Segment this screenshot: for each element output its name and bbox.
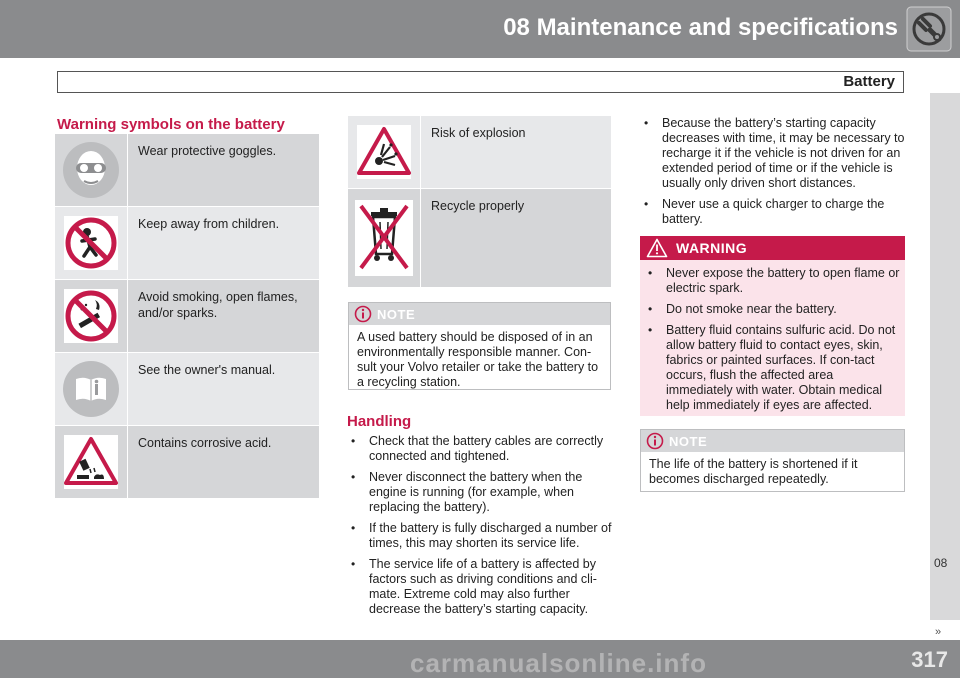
list-item: • The service life of a battery is affected by factors such as driving conditions and cli-mate. Extreme cold may also further decrease the battery’s starting capacity.: [347, 557, 617, 617]
list-item: • If the battery is fully discharged a number of times, this may shorten its service life.: [347, 521, 617, 551]
section-title: Battery: [843, 73, 895, 90]
list-item: • Never disconnect the battery when the engine is running (for example, when replacing the battery).: [347, 470, 617, 515]
no-smoking-icon: [62, 287, 120, 345]
symbol-text: Risk of explosion: [421, 116, 611, 188]
manual-book-icon: [62, 360, 120, 418]
note-header: [349, 303, 610, 325]
note-text: A used battery should be disposed of in an environmentally responsible manner. Con-sult your Volvo retailer or take the battery to a recycling station.: [357, 330, 599, 389]
symbol-text: See the owner's manual.: [128, 353, 319, 425]
list-item: • Because the battery’s starting capacity decreases with time, it may be necessary to recharge it if the vehicle is not driven for an extended period of time or if the vehicle is usually only driven short distances.: [640, 116, 908, 191]
wrench-icon: [906, 6, 952, 52]
section-bar: [57, 71, 904, 93]
page-number: 317: [911, 647, 948, 672]
list-item: • Do not smoke near the battery.: [644, 302, 900, 317]
note-box: [640, 429, 905, 492]
chapter-title: 08 Maintenance and specifications: [503, 14, 898, 41]
chapter-tab: [930, 93, 960, 620]
list-item: • Never expose the battery to open flame or electric spark.: [644, 266, 900, 296]
symbols-table: [55, 134, 319, 499]
symbol-row: [55, 353, 319, 425]
explosion-icon: [355, 123, 413, 181]
warning-label: WARNING: [676, 240, 748, 256]
symbol-row: [55, 280, 319, 352]
goggles-icon: [62, 141, 120, 199]
symbols-table-continued: [348, 116, 611, 288]
symbol-row: [348, 189, 611, 287]
symbol-text: Recycle properly: [421, 189, 611, 287]
symbol-row: [348, 116, 611, 188]
note-header: [641, 430, 904, 452]
symbol-row: [55, 207, 319, 279]
symbol-text: Contains corrosive acid.: [128, 426, 319, 498]
note-box: [348, 302, 611, 390]
battery-tips-list: [640, 116, 908, 233]
warning-box: [640, 236, 905, 416]
info-icon: [354, 305, 372, 323]
note-label: NOTE: [377, 307, 416, 322]
handling-heading: Handling: [347, 413, 412, 430]
note-text: The life of the battery is shortened if it becomes discharged repeatedly.: [649, 457, 858, 486]
list-item: • Never use a quick charger to charge the battery.: [640, 197, 908, 227]
next-page-arrows[interactable]: »: [935, 626, 940, 638]
symbols-heading: Warning symbols on the battery: [57, 116, 285, 133]
symbol-text: Avoid smoking, open flames, and/or sparks.: [128, 280, 319, 352]
info-icon: [646, 432, 664, 450]
warning-header: [640, 236, 905, 260]
corrosive-icon: [62, 433, 120, 491]
symbol-row: [55, 426, 319, 498]
warning-list: [644, 266, 900, 419]
chapter-tab-number: 08: [934, 556, 948, 570]
symbol-text: Keep away from children.: [128, 207, 319, 279]
crossed-bin-icon: [353, 198, 415, 278]
handling-list: [347, 434, 617, 623]
warning-triangle-icon: [646, 238, 668, 258]
list-item: • Check that the battery cables are correctly connected and tightened.: [347, 434, 617, 464]
watermark: carmanualsonline.info: [410, 648, 707, 678]
symbol-text: Wear protective goggles.: [128, 134, 319, 206]
no-children-icon: [62, 214, 120, 272]
note-label: NOTE: [669, 434, 708, 449]
symbol-row: [55, 134, 319, 206]
list-item: • Battery fluid contains sulfuric acid. Do not allow battery fluid to contact eyes, skin, fabrics or painted surfaces. If con-tact occurs, flush the affected area immediately with water. Obtain medical help immediately if eyes are affected.: [644, 323, 900, 413]
